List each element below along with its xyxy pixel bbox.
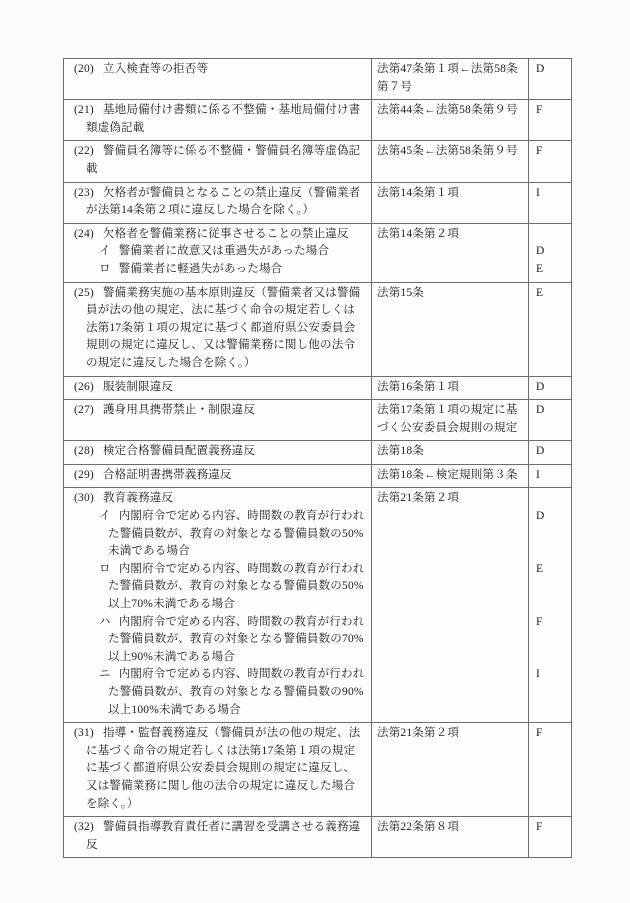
sub-item-marker: イ [99, 510, 111, 523]
law-reference-cell: 法第18条 [371, 441, 529, 464]
law-reference-cell: 法第21条第２項 [371, 488, 529, 722]
grade-code-cell: I [536, 186, 541, 199]
sub-item-grade-code-cell: E [536, 262, 544, 275]
sub-item-grade-code-cell: D [536, 510, 545, 523]
violation-description-cell: (24) 欠格者を警備業務に従事させることの禁止違反 [74, 227, 349, 240]
grade-code-cell: E [536, 286, 544, 299]
item-number: (22) [74, 145, 94, 158]
table-row [64, 141, 571, 182]
violation-description-cell: (25) 警備業務実施の基本原則違反（警備業者又は警備員が法の他の規定、法に基づく命令の規定若しくは法第17条第１項の規定に基づく都道府県公安委員会規則の規定に違反し、又は警備業務に関し他の法令の規定に違反した場合を除く。） [74, 286, 361, 369]
violation-description-cell: (21) 基地局備付け書類に係る不整備・基地局備付け書類虚偽記載 [74, 104, 361, 134]
violation-description-cell: (29) 合格証明書携帯義務違反 [74, 468, 232, 481]
grade-code-cell: D [536, 63, 545, 75]
grade-code-cell: I [536, 468, 541, 481]
item-number: (30) [74, 492, 94, 505]
grade-code-cell: D [536, 445, 545, 458]
grade-code-cell: F [536, 821, 543, 834]
violation-description-cell: (22) 警備員名簿等に係る不整備・警備員名簿等虚偽記載 [74, 145, 361, 175]
law-reference-cell: 法第44条←法第58条第９号 [371, 100, 529, 140]
item-number: (29) [74, 468, 94, 481]
grade-code-cell: D [536, 380, 545, 393]
grade-code-cell: F [536, 104, 543, 117]
violation-description-cell: (31) 指導・監督義務違反（警備員が法の他の規定、法に基づく命令の規定若しくは法第17条第１項の規定に基づく都道府県公安委員会規則の規定に違反し、又は警備業務に関し他の法令の規定に違反した場合を除く。） [74, 727, 361, 810]
table-row [64, 465, 571, 489]
table-row [64, 59, 571, 100]
law-reference-cell: 法第16条第１項 [371, 377, 529, 400]
law-reference-cell: 法第17条第１項の規定に基づく公安委員会規則の規定 [371, 400, 529, 440]
grade-code-cell [529, 488, 571, 508]
violation-description-cell: (30) 教育義務違反 [74, 492, 174, 505]
law-reference-cell: 法第18条←検定規則第３条 [371, 465, 529, 488]
sub-item-marker: ニ [99, 668, 111, 681]
table-row [64, 441, 571, 465]
item-number: (32) [74, 821, 94, 834]
grade-code-cell: D [536, 404, 545, 417]
sub-item-grade-code-cell: D [536, 245, 545, 258]
table-row [64, 224, 571, 283]
table-row [64, 183, 571, 224]
item-number: (23) [74, 186, 94, 199]
table-row [64, 488, 571, 723]
sub-item-marker: ロ [99, 262, 111, 275]
table-row [64, 100, 571, 141]
grade-code-cell: F [536, 727, 543, 740]
violation-description-cell: (23) 欠格者が警備員となることの禁止違反（警備業者が法第14条第２項に違反した場合を除く。） [74, 186, 361, 217]
sub-item-grade-code-cell: E [536, 562, 544, 575]
grade-code-cell [529, 224, 571, 244]
sub-item-description-cell: ハ 内閣府令で定める内容、時間数の教育が行われた警備員数が、教育の対象となる警備員数の70%以上90%未満である場合 [99, 615, 365, 663]
law-reference-cell: 法第22条第８項 [371, 817, 529, 857]
law-reference-cell: 法第14条第２項 [371, 224, 529, 282]
sub-item-grade-code-cell: F [536, 615, 543, 628]
sub-item-description-cell: イ 内閣府令で定める内容、時間数の教育が行われた警備員数が、教育の対象となる警備員数の50%未満である場合 [99, 510, 365, 558]
item-number: (21) [74, 104, 94, 117]
sub-item-marker: ロ [99, 562, 111, 575]
sub-item-description-cell: ロ 警備業者に軽過失があった場合 [99, 262, 283, 275]
item-number: (26) [74, 380, 94, 393]
table-row [64, 817, 571, 857]
grade-code-cell: F [536, 145, 543, 158]
violation-table [63, 58, 572, 858]
violation-description-cell: (20) 立入検査等の拒否等 [74, 63, 209, 75]
law-reference-cell: 法第14条第１項 [371, 183, 529, 223]
violation-description-cell: (32) 警備員指導教育責任者に講習を受講させる義務違反 [74, 821, 361, 851]
sub-item-description-cell: ニ 内閣府令で定める内容、時間数の教育が行われた警備員数が、教育の対象となる警備員数の90%以上100%未満である場合 [99, 668, 365, 716]
sub-item-marker: ハ [99, 615, 111, 628]
item-number: (25) [74, 286, 94, 299]
item-number: (24) [74, 227, 94, 240]
violation-description-cell: (27) 護身用具携帯禁止・制限違反 [74, 404, 256, 417]
violation-description-cell: (28) 検定合格警備員配置義務違反 [74, 445, 256, 458]
law-reference-cell: 法第15条 [371, 283, 529, 376]
table-row [64, 400, 571, 441]
item-number: (28) [74, 445, 94, 458]
item-number: (27) [74, 404, 94, 417]
sub-item-marker: イ [99, 245, 111, 258]
table-row [64, 377, 571, 401]
sub-item-description-cell: イ 警備業者に故意又は重過失があった場合 [99, 245, 330, 258]
item-number: (31) [74, 727, 94, 740]
law-reference-cell: 法第45条←法第58条第９号 [371, 141, 529, 181]
sub-item-grade-code-cell: I [536, 668, 541, 681]
table-row [64, 283, 571, 377]
law-reference-cell: 法第21条第２項 [371, 723, 529, 816]
violation-description-cell: (26) 服装制限違反 [74, 380, 174, 393]
item-number: (20) [74, 63, 94, 75]
law-reference-cell: 法第47条第１項←法第58条第７号 [371, 59, 529, 99]
table-row [64, 723, 571, 817]
sub-item-description-cell: ロ 内閣府令で定める内容、時間数の教育が行われた警備員数が、教育の対象となる警備員数の50%以上70%未満である場合 [99, 562, 365, 611]
